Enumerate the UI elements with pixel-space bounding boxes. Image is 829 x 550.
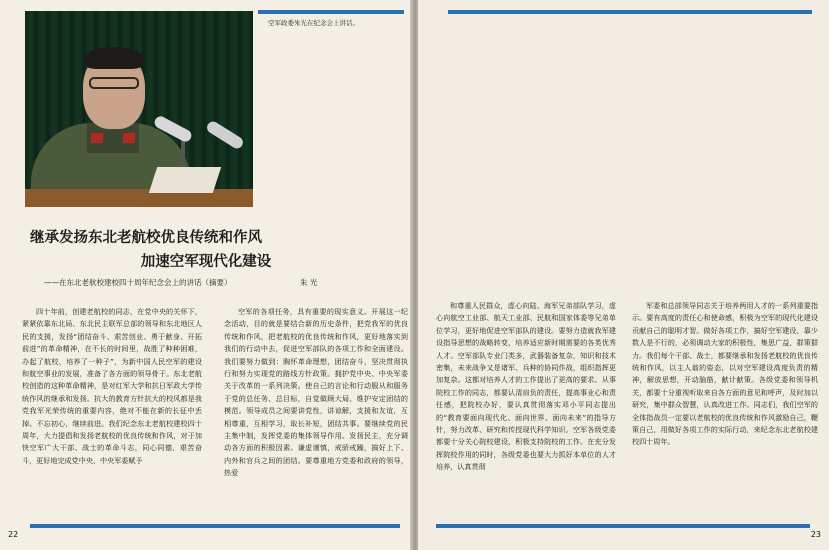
left-column-1 [22,306,202,526]
photo-caption: 空军政委朱光在纪念会上讲话。 [268,19,359,27]
article-title-line2: 加速空军现代化建设 [140,253,272,270]
collar-insignia [123,133,135,143]
page-number: 23 [810,530,821,539]
body-text: 四十年前，创建老航校的同志，在党中央的关怀下，紧紧依靠东北局、东北民主联军总部的领导和东北地区人民的支援，发扬“团结奋斗、艰苦创业、勇于献身、开拓前进”的革命精神，在不长的时间里，战胜了种种困难，办起了航校，培养了一种子”，为新中国人民空军的建设和航空事业的发展，准备了各方面的领导骨干。东北老航校创造的这种革命精神，是对红军大学和抗日军政大学传统作风的继承和发扬。抗大的教育方针抗大的校风都是我党我军光荣传统的重要内容，绝对不能在新的长征中丢掉。不忘初心，继续前进。我们纪念东北老航校建校四十周年，大力提倡和发扬老航校的优良传统和作风，对于加快空军广大干部、战士的革命斗志，同心同德，艰苦奋斗，更好地完成党中央、中央军委赋予 [22,307,202,465]
article-author: 朱 光 [300,278,318,287]
top-accent-bar [448,10,812,14]
body-text: 空军的各项任务，具有重要的现实意义。开展这一纪念活动，目的就是要结合新的历史条件，把党我军的优良传统和作风，把老航校的优良传统和作风，更好地落实到我们的行动中去，促进空军部队的各项工作和全面建设。我们要努力做到：胸怀革命理想，团结奋斗，坚决贯彻执行和努力实现党的路线方针政策。拥护党中央、中央军委关于改革的一系列决策。使自己的言论和行动服从和服务于党的总任务、总目标，自觉做顾大局、维护安定团结的模范。领导成员之间要讲党性，讲谅解，支援和友谊，互相尊重，互相学习，取长补短，团结共事。要继续党的民主集中制，发挥党委的集体领导作用。发扬民主，充分调动各方面的积极因素。谦虚谨慎，戒骄戒躁，搞好上下、内外和官兵之间的团结。要尊重地方党委和政府的领导，热爱 [224,307,408,478]
collar-insignia [91,133,103,143]
body-text: 和尊重人民群众，虚心向陆、海军兄弟部队学习，虚心向航空工业部、航天工业部、民航和国家体委等兄弟单位学习，更好地促进空军部队的建设。要努力造就我军建设指导思想的战略转变，培养适应新时期需要的各类优秀人才。空军部队专业门类多，武器装备复杂，知识和技术密集，未来战争又是诸军、兵种的协同作战，组织指挥更加复杂。这都对培养人才的工作提出了更高的要求。从事院校工作的同志，都要认清肩负的责任，提高事业心和责任感，把院校办好，要认真贯彻落实邓小平同志提出的“教育要面向现代化、面向世界、面向未来”的指导方针，努力改革、研究和传授现代科学知识。空军各级党委都要十分关心院校建设，积极支持院校的工作。在充分发挥院校作用的同时，各级党委也要大力抓好本单位的人才培养，认真贯彻 [436,301,616,472]
body-text: 军委和总部领导同志关于培养两用人才的一系列重要指示。要有高度的责任心和使命感，积极为空军的现代化建设贡献自己的聪明才智。做好各项工作，搞好空军建设，靠少数人是不行的，必须调动大家的积极性，集思广益，群策群力。我们每个干部、战士，都要继承和发扬老航校的优良传统和作风，以主人翁的姿态，以对空军建设高度负责的精神，解放思想，开动脑筋，献计献策。各级党委和领导机关，都要十分重视听取来自各方面的意见和呼声，及时加以研究，集中群众智慧，认真改进工作。同志们，我们空军的全体指战员一定要以老航校的优良传统和作风激励自己，鞭策自己，用做好各项工作的实际行动，来纪念东北老航校建校四十周年。 [632,301,818,447]
right-column-1 [436,300,616,520]
podium-desk [25,189,253,207]
caption-accent-bar [258,10,404,14]
right-page [418,0,829,550]
right-column-2 [632,300,818,520]
article-title-line1: 继承发扬东北老航校优良传统和作风 [30,229,262,246]
bottom-accent-bar [30,524,400,528]
glasses-icon [89,77,139,89]
speech-papers [149,167,221,193]
article-subtitle: ——在东北老航校建校四十周年纪念会上的讲话（摘要） [44,278,232,287]
page-number: 22 [8,530,19,539]
speaker-photo [25,11,253,207]
left-page [0,0,412,550]
bottom-accent-bar [436,524,810,528]
left-column-2 [224,306,408,526]
